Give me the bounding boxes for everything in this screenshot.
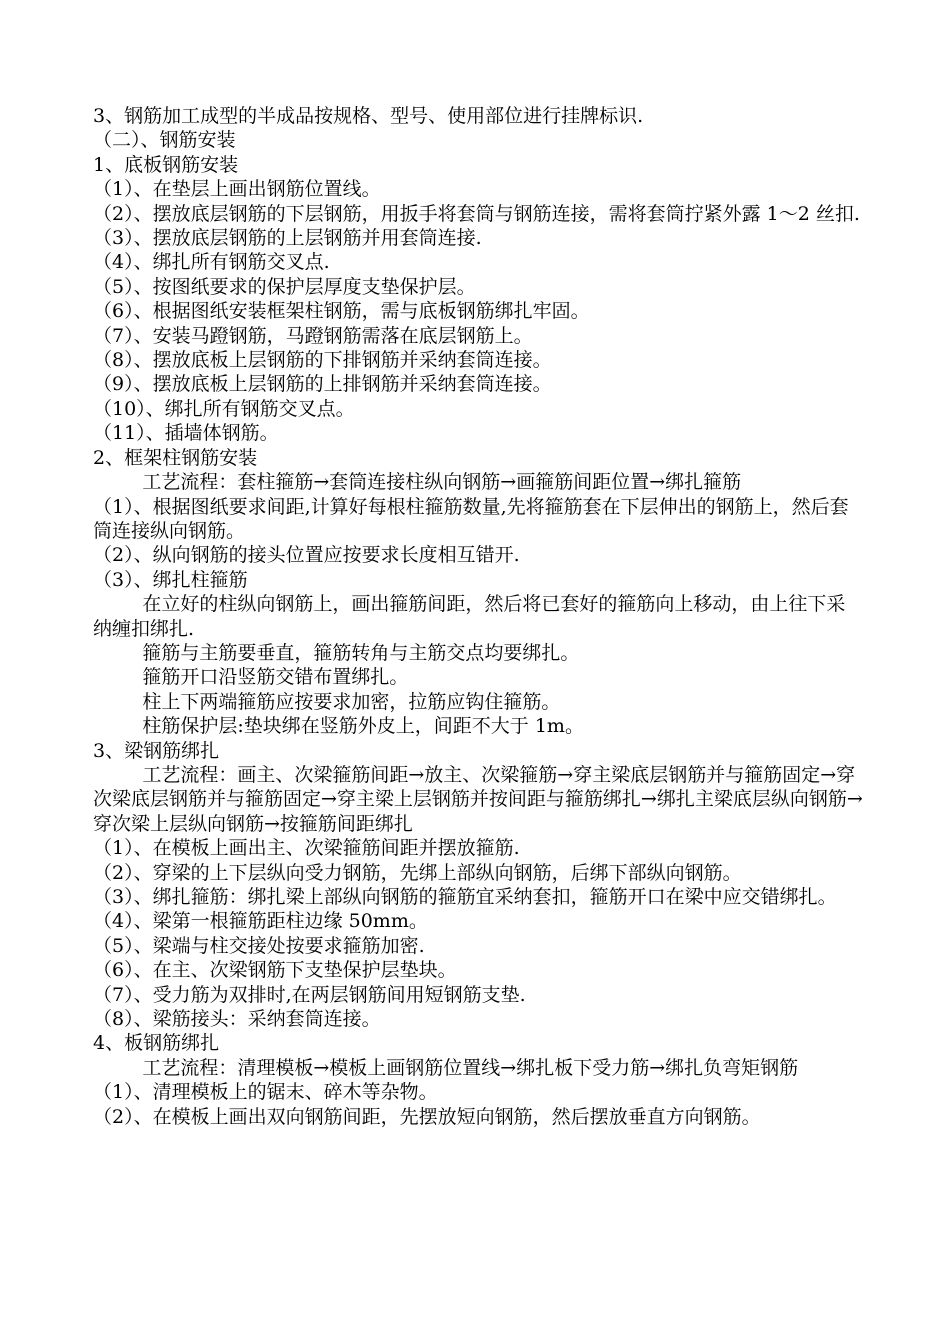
text-line: （二）、钢筋安装 bbox=[93, 129, 236, 152]
text-line: 柱筋保护层:垫块绑在竖筋外皮上，间距不大于 1m。 bbox=[142, 715, 584, 738]
text-line: 3、梁钢筋绑扎 bbox=[93, 739, 220, 762]
text-line: （2）、纵向钢筋的接头位置应按要求长度相互错开. bbox=[93, 544, 520, 567]
text-line: （5）、梁端与柱交接处按要求箍筋加密. bbox=[93, 934, 425, 957]
text-line: （8）、梁筋接头：采纳套筒连接。 bbox=[93, 1008, 381, 1031]
text-line: （7）、安装马蹬钢筋，马蹬钢筋需落在底层钢筋上。 bbox=[93, 324, 533, 347]
text-line: （6）、根据图纸安装框架柱钢筋，需与底板钢筋绑扎牢固。 bbox=[93, 300, 590, 323]
text-line: （11）、插墙体钢筋。 bbox=[93, 422, 279, 445]
text-line: （2）、摆放底层钢筋的下层钢筋，用扳手将套筒与钢筋连接，需将套筒拧紧外露 1～2 丝扣. bbox=[93, 202, 860, 225]
text-line: 4、板钢筋绑扎 bbox=[93, 1032, 220, 1055]
text-line: （5）、按图纸要求的保护层厚度支垫保护层。 bbox=[93, 275, 476, 298]
text-line: 工艺流程：画主、次梁箍筋间距→放主、次梁箍筋→穿主梁底层钢筋并与箍筋固定→穿次梁底层钢筋并与箍筋固定→穿主梁上层钢筋并按间距与箍筋绑扎→绑扎主梁底层纵向钢筋→穿次梁上层纵向钢筋→按箍筋间距绑扎 bbox=[93, 763, 863, 835]
text-line: （8）、摆放底板上层钢筋的下排钢筋并采纳套筒连接。 bbox=[93, 349, 552, 372]
text-line: （1）、在垫层上画出钢筋位置线。 bbox=[93, 178, 381, 201]
text-line: （1）、清理模板上的锯末、碎木等杂物。 bbox=[93, 1081, 438, 1104]
text-line: 3、钢筋加工成型的半成品按规格、型号、使用部位进行挂牌标识. bbox=[93, 105, 644, 127]
text-line: 在立好的柱纵向钢筋上，画出箍筋间距，然后将已套好的箍筋向上移动，由上往下采纳缠扣绑扎. bbox=[93, 593, 846, 640]
text-line: （4）、梁第一根箍筋距柱边缘 50mm。 bbox=[93, 910, 428, 933]
text-line: （3）、摆放底层钢筋的上层钢筋并用套筒连接. bbox=[93, 227, 482, 250]
text-line: 工艺流程：清理模板→模板上画钢筋位置线→绑扎板下受力筋→绑扎负弯矩钢筋 bbox=[142, 1056, 799, 1079]
text-line: 柱上下两端箍筋应按要求加密，拉筋应钩住箍筋。 bbox=[142, 690, 561, 713]
text-line: 2、框架柱钢筋安装 bbox=[93, 446, 258, 469]
text-line: 箍筋开口沿竖筋交错布置绑扎。 bbox=[142, 666, 409, 689]
text-line: （4）、绑扎所有钢筋交叉点. bbox=[93, 251, 330, 274]
text-line: （3）、绑扎柱箍筋 bbox=[93, 568, 248, 591]
text-line: （7）、受力筋为双排时,在两层钢筋间用短钢筋支垫. bbox=[93, 983, 526, 1006]
text-line: （1）、根据图纸要求间距,计算好每根柱箍筋数量,先将箍筋套在下层伸出的钢筋上，然后套筒连接纵向钢筋。 bbox=[93, 495, 849, 542]
text-line: （3）、绑扎箍筋：绑扎梁上部纵向钢筋的箍筋宜采纳套扣，箍筋开口在梁中应交错绑扎。 bbox=[93, 886, 837, 908]
text-line: 箍筋与主筋要垂直，箍筋转角与主筋交点均要绑扎。 bbox=[142, 641, 580, 664]
text-line: 1、底板钢筋安装 bbox=[93, 153, 239, 176]
text-line: （9）、摆放底板上层钢筋的上排钢筋并采纳套筒连接。 bbox=[93, 373, 552, 396]
text-line: （2）、穿梁的上下层纵向受力钢筋，先绑上部纵向钢筋，后绑下部纵向钢筋。 bbox=[93, 861, 742, 884]
text-line: 工艺流程：套柱箍筋→套筒连接柱纵向钢筋→画箍筋间距位置→绑扎箍筋 bbox=[142, 471, 742, 494]
text-line: （10）、绑扎所有钢筋交叉点。 bbox=[93, 397, 355, 420]
document-body bbox=[93, 104, 863, 1129]
text-line: （6）、在主、次梁钢筋下支垫保护层垫块。 bbox=[93, 959, 457, 982]
text-line: （2）、在模板上画出双向钢筋间距，先摆放短向钢筋，然后摆放垂直方向钢筋。 bbox=[93, 1105, 761, 1128]
text-line: （1）、在模板上画出主、次梁箍筋间距并摆放箍筋. bbox=[93, 837, 520, 860]
